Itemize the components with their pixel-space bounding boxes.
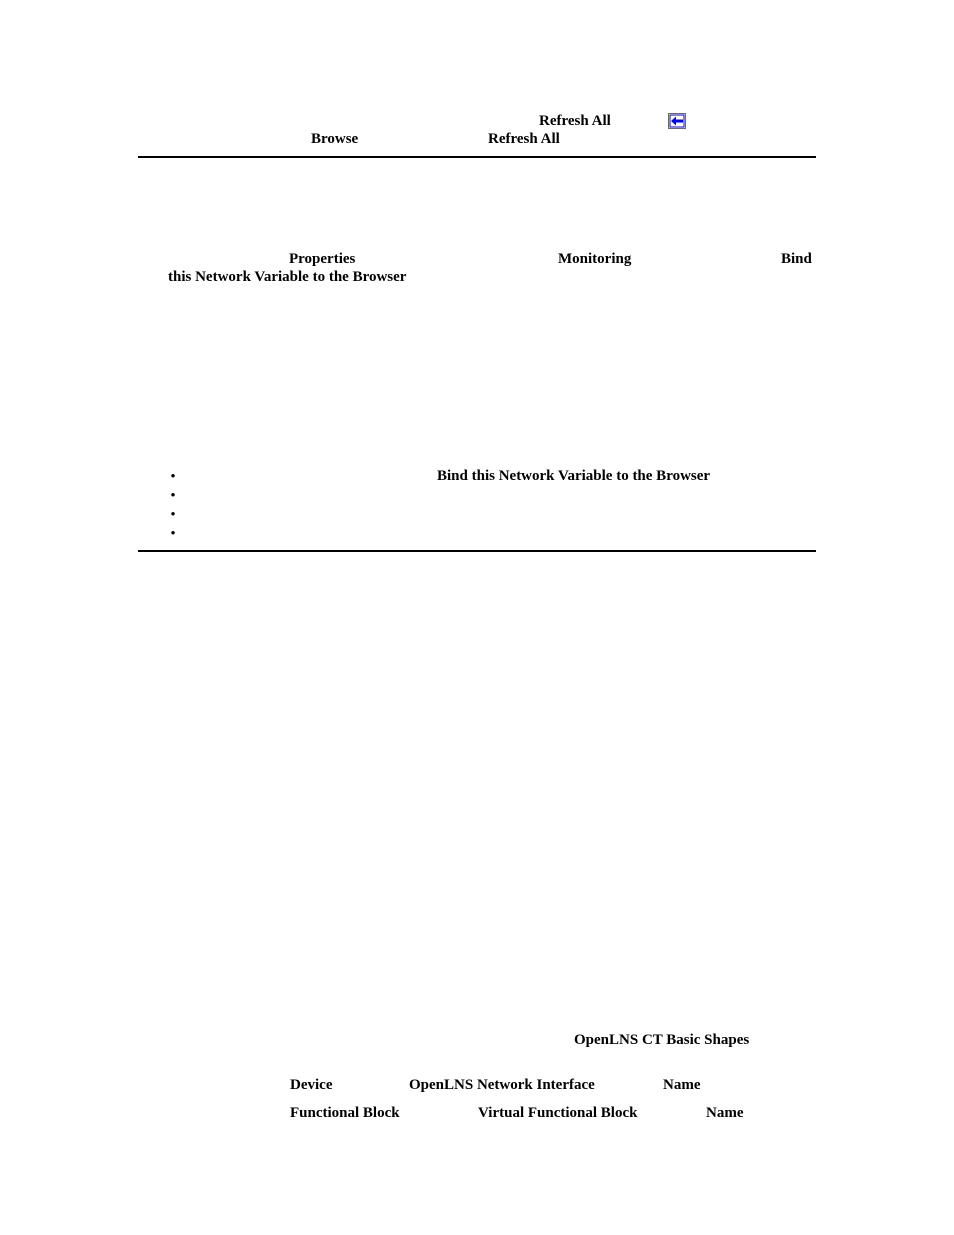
refresh-all-label: Refresh All [539,113,611,129]
bottom-divider [138,550,816,552]
shape-name-2: Name [706,1105,744,1121]
shape-device: Device [290,1077,333,1093]
bind-label-continued: this Network Variable to the Browser [168,269,407,285]
bullet-1: • [170,469,176,485]
shape-virtual-functional-block: Virtual Functional Block [478,1105,638,1121]
back-arrow-icon [668,113,686,129]
bullet-4: • [170,526,176,542]
bind-label-start: Bind [781,251,812,267]
browse-label: Browse [311,131,359,147]
bullet-3: • [170,507,176,523]
monitoring-label: Monitoring [558,251,632,267]
properties-label: Properties [289,251,356,267]
bullet-2: • [170,488,176,504]
bullet-item-bind: Bind this Network Variable to the Browser [437,468,711,484]
shape-network-interface: OpenLNS Network Interface [409,1077,595,1093]
refresh-all-label-2: Refresh All [488,131,560,147]
shape-functional-block: Functional Block [290,1105,400,1121]
stencil-name: OpenLNS CT Basic Shapes [574,1032,750,1048]
top-divider [138,156,816,158]
shape-name-1: Name [663,1077,701,1093]
